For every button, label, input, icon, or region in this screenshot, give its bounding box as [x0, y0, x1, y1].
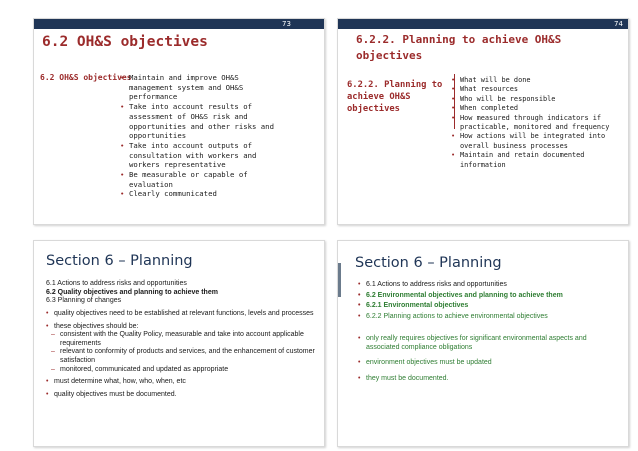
sub-bullet-item: – relevant to conformity of products and services, and the enhancement of customer satisfaction — [46, 348, 318, 365]
clause-item: • 6.1 Actions to address risks and opportunities — [358, 280, 623, 291]
clause-item: 6.2 Quality objectives and planning to achieve them — [46, 288, 218, 296]
clause-list — [358, 280, 623, 322]
bullet-item: • these objectives should be: — [46, 323, 318, 332]
slide-title-line: objectives — [356, 49, 423, 62]
slide-74 — [337, 18, 629, 225]
slide-title: Section 6 – Planning — [46, 253, 193, 269]
clause-item: 6.3 Planning of changes — [46, 297, 122, 304]
bullet-item: • How actions will be integrated into overall business processes — [451, 132, 623, 151]
bullet-list — [120, 73, 280, 199]
page-number: 73 — [282, 20, 291, 28]
sub-bullet-item: – monitored, communicated and updated as appropriate — [46, 366, 318, 375]
bullet-item: • Maintain and improve OH&S management system and OH&S performance — [120, 73, 280, 102]
bullet-item: • What will be done — [451, 76, 623, 85]
bullet-item: • quality objectives need to be established at relevant functions, levels and processes — [46, 310, 318, 319]
side-label: 6.2 OH&S objectives — [40, 73, 132, 82]
bullet-item: • Take into account outputs of consultation with workers and workers representative — [120, 141, 280, 170]
slide-73 — [33, 18, 325, 225]
bullet-item: • environment objectives must be updated — [358, 359, 620, 368]
bullet-list — [451, 76, 623, 170]
accent-bar — [338, 263, 341, 297]
slide-title-line: 6.2.2. Planning to achieve OH&S — [356, 33, 562, 46]
side-label: 6.2.2. Planning to achieve OH&S objectives — [347, 80, 443, 114]
slide-title — [356, 32, 561, 64]
bullet-item: • Who will be responsible — [451, 95, 623, 104]
slide-section-6-quality — [33, 240, 325, 447]
bullet-item: • What resources — [451, 85, 623, 94]
page-number: 74 — [614, 20, 623, 28]
bullet-item: • How measured through indicators if practicable, monitored and frequency — [451, 114, 623, 133]
bullet-list — [46, 310, 318, 399]
clause-item: 6.1 Actions to address risks and opportunities — [46, 280, 187, 287]
clause-item: • 6.2 Environmental objectives and planning to achieve them — [358, 291, 623, 302]
slide-top-bar — [34, 19, 324, 29]
bullet-item: • Take into account results of assessment of OH&S risk and opportunities and other risks and opportunities — [120, 102, 280, 141]
bullet-item: • must determine what, how, who, when, etc — [46, 378, 318, 387]
bullet-item: • only really requires objectives for significant environmental aspects and associated compliance obligations — [358, 335, 620, 352]
clause-item: • 6.2.2 Planning actions to achieve environmental objectives — [358, 312, 623, 323]
bullet-item: • Maintain and retain documented information — [451, 151, 623, 170]
bullet-item: • Be measurable or capable of evaluation — [120, 170, 280, 189]
clause-list — [46, 280, 316, 306]
clause-item: • 6.2.1 Environmental objectives — [358, 301, 623, 312]
bullet-item: • Clearly communicated — [120, 189, 280, 199]
bullet-item: • quality objectives must be documented. — [46, 391, 318, 400]
slide-top-bar — [338, 19, 628, 29]
bullet-list — [358, 335, 620, 383]
slide-title: 6.2 OH&S objectives — [42, 34, 208, 50]
bullet-item: • When completed — [451, 104, 623, 113]
bullet-item: • they must be documented. — [358, 375, 620, 384]
slide-title: Section 6 – Planning — [355, 255, 502, 271]
sub-bullet-item: – consistent with the Quality Policy, measurable and take into account applicable requirements — [46, 331, 318, 348]
slide-section-6-environment — [337, 240, 629, 447]
